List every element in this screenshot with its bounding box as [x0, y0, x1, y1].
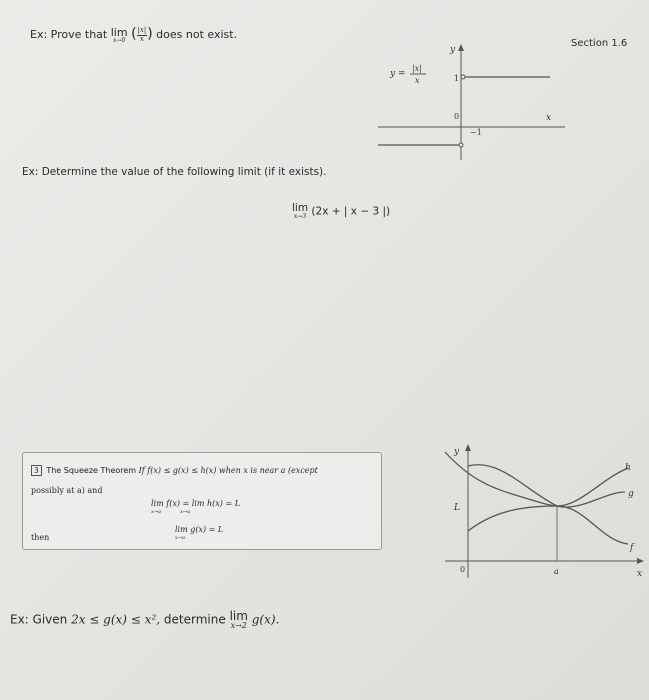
ex1-lim-sub: x→0 [113, 36, 126, 44]
example-1 [30, 26, 237, 44]
ex3-prefix: Ex: Given [10, 612, 68, 627]
graph2-x-label: x [637, 569, 643, 579]
ex3-limit [230, 610, 248, 630]
theorem-eq1-sub: x→a x→a [151, 509, 191, 515]
graph1-open-dot-top [461, 75, 465, 79]
theorem-eq2 [175, 525, 223, 541]
theorem-number: 3 [31, 465, 42, 476]
theorem-condition: If f(x) ≤ g(x) ≤ h(x) when x is near a (except [138, 466, 318, 475]
graph2-x-arrow [637, 558, 644, 564]
squeeze-theorem-box [22, 452, 382, 550]
ex1-frac-den: x [139, 34, 144, 43]
ex3-lim-word: lim [229, 609, 248, 623]
graph2-h-label: h [625, 463, 631, 473]
ex1-paren-close: ) [147, 26, 153, 42]
signum-graph [360, 40, 580, 165]
ex1-limit [111, 27, 128, 44]
graph1-open-dot-bottom [459, 143, 463, 147]
ex3-target: g(x). [251, 612, 280, 627]
example-2: Ex: Determine the value of the following limit (if it exists). [22, 166, 327, 178]
graph2-zero-label: 0 [460, 565, 466, 574]
ex1-suffix: does not exist. [156, 28, 238, 41]
ex2-lim-word: lim [292, 202, 309, 214]
ex1-fraction [137, 27, 148, 43]
ex3-lim-sub: x→2 [230, 621, 247, 630]
graph1-tick-neg1: −1 [470, 128, 482, 137]
ex1-paren-open: ( [131, 26, 137, 42]
ex1-lim-word: lim [110, 25, 128, 39]
squeeze-graph [440, 440, 645, 585]
theorem-title: The Squeeze Theorem [46, 466, 137, 475]
graph1-eq-den: x [415, 76, 420, 85]
ex1-prefix: Ex: Prove that [30, 28, 108, 41]
example-3 [10, 610, 279, 630]
theorem-then: then [31, 533, 50, 542]
graph2-y-label: y [454, 447, 460, 457]
theorem-eq1-text: lim f(x) = lim h(x) = L [151, 499, 241, 508]
graph1-tick-1: 1 [454, 74, 460, 83]
graph2-y-arrow [465, 444, 471, 451]
f-curve [468, 506, 628, 544]
theorem-condition-2: possibly at a) and [31, 486, 103, 495]
graph2-L-label: L [454, 503, 460, 513]
graph2-f-label: f [630, 543, 634, 553]
graph1-y-arrow [458, 44, 464, 51]
graph2-g-label: g [628, 489, 634, 499]
theorem-eq1 [151, 499, 240, 515]
graph1-tick-0: 0 [454, 112, 460, 121]
ex1-frac-num: |x| [137, 25, 147, 34]
ex3-inequality: 2x ≤ g(x) ≤ x², [71, 612, 161, 627]
ex2-lim-sub: x→3 [293, 212, 307, 220]
graph1-y-label: y [450, 45, 456, 55]
section-label: Section 1.6 [571, 38, 628, 49]
theorem-header [31, 465, 318, 476]
ex3-middle: determine [163, 612, 226, 627]
theorem-eq2-sub: x→a [175, 535, 185, 541]
ex2-limit [292, 203, 308, 220]
theorem-eq2-text: lim g(x) = L [175, 525, 224, 534]
graph1-x-label: x [546, 113, 552, 123]
ex2-expression: (2x + | x − 3 |) [311, 205, 391, 218]
graph2-a-label: a [554, 567, 559, 576]
graph1-eq-num: |x| [412, 64, 422, 73]
graph1-eq-lhs: y = [390, 69, 406, 79]
example-2-limit [292, 203, 390, 220]
